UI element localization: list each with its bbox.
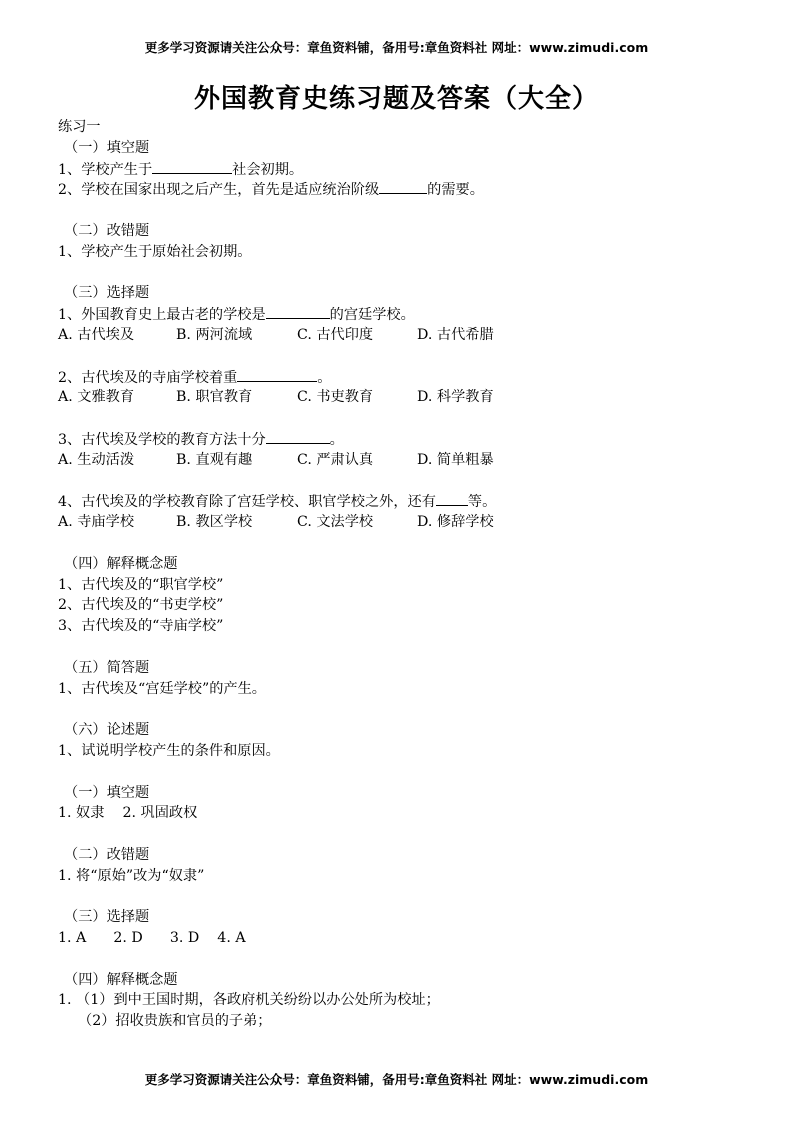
options: A. 文雅教育 B. 职官教育 C. 书吏教育 D. 科学教育 <box>58 389 494 406</box>
question: 4、古代埃及的学校教育除了宫廷学校、职官学校之外，还有 等。 <box>58 491 758 512</box>
options: A. 寺庙学校 B. 教区学校 C. 文法学校 D. 修辞学校 <box>58 514 494 531</box>
page-footer: 更多学习资源请关注公众号：章鱼资料铺，备用号:章鱼资料社 网址：www.zimudi.com <box>144 1072 649 1087</box>
question: 1、古代埃及的“职官学校” <box>58 576 224 593</box>
question: 2、古代埃及的“书吏学校” <box>58 597 224 614</box>
document-body <box>58 117 758 1032</box>
answer-heading: （四）解释概念题 <box>64 971 178 988</box>
section-heading: （五）简答题 <box>64 659 150 676</box>
section-heading: （六）论述题 <box>64 722 150 739</box>
answer-text: 1. A 2. D 3. D 4. A <box>58 930 246 947</box>
question: 1、学校产生于 社会初期。 <box>58 159 758 180</box>
section-heading: （一）填空题 <box>64 139 150 156</box>
options: A. 生动活泼 B. 直观有趣 C. 严肃认真 D. 简单粗暴 <box>58 451 494 468</box>
section-heading: （三）选择题 <box>64 285 150 302</box>
question: 1、古代埃及“宫廷学校”的产生。 <box>58 680 266 697</box>
page-title: 外国教育史练习题及答案（大全） <box>193 84 599 114</box>
question: 2、古代埃及的寺庙学校着重 。 <box>58 367 758 388</box>
answer-text: 1. 奴隶 2. 巩固政权 <box>58 805 198 822</box>
question: 3、古代埃及的“寺庙学校” <box>58 618 224 635</box>
answer-blank <box>436 491 468 506</box>
page-header: 更多学习资源请关注公众号：章鱼资料铺，备用号:章鱼资料社 网址：www.zimudi.com <box>144 40 649 55</box>
options: A. 古代埃及 B. 两河流域 C. 古代印度 D. 古代希腊 <box>58 326 494 343</box>
question: 3、古代埃及学校的教育方法十分 。 <box>58 429 758 450</box>
answer-blank <box>152 159 232 174</box>
answer-text: 1. 将“原始”改为“奴隶” <box>58 867 205 884</box>
question: 2、学校在国家出现之后产生，首先是适应统治阶级 的需要。 <box>58 179 758 200</box>
answer-text: 1. （1）到中王国时期，各政府机关纷纷以办公处所为校址； <box>58 992 440 1009</box>
question: 1、试说明学校产生的条件和原因。 <box>58 742 280 759</box>
exercise-label: 练习一 <box>58 119 101 135</box>
answer-text: （2）招收贵族和官员的子弟； <box>78 1013 272 1030</box>
question: 1、学校产生于原始社会初期。 <box>58 243 252 260</box>
answer-blank <box>266 429 330 444</box>
answer-blank <box>237 367 317 382</box>
answer-heading: （二）改错题 <box>64 846 150 863</box>
answer-heading: （三）选择题 <box>64 909 150 926</box>
answer-blank <box>266 304 330 319</box>
answer-heading: （一）填空题 <box>64 784 150 801</box>
section-heading: （四）解释概念题 <box>64 555 178 572</box>
answer-blank <box>379 179 427 194</box>
section-heading: （二）改错题 <box>64 222 150 239</box>
question: 1、外国教育史上最古老的学校是 的宫廷学校。 <box>58 304 758 325</box>
